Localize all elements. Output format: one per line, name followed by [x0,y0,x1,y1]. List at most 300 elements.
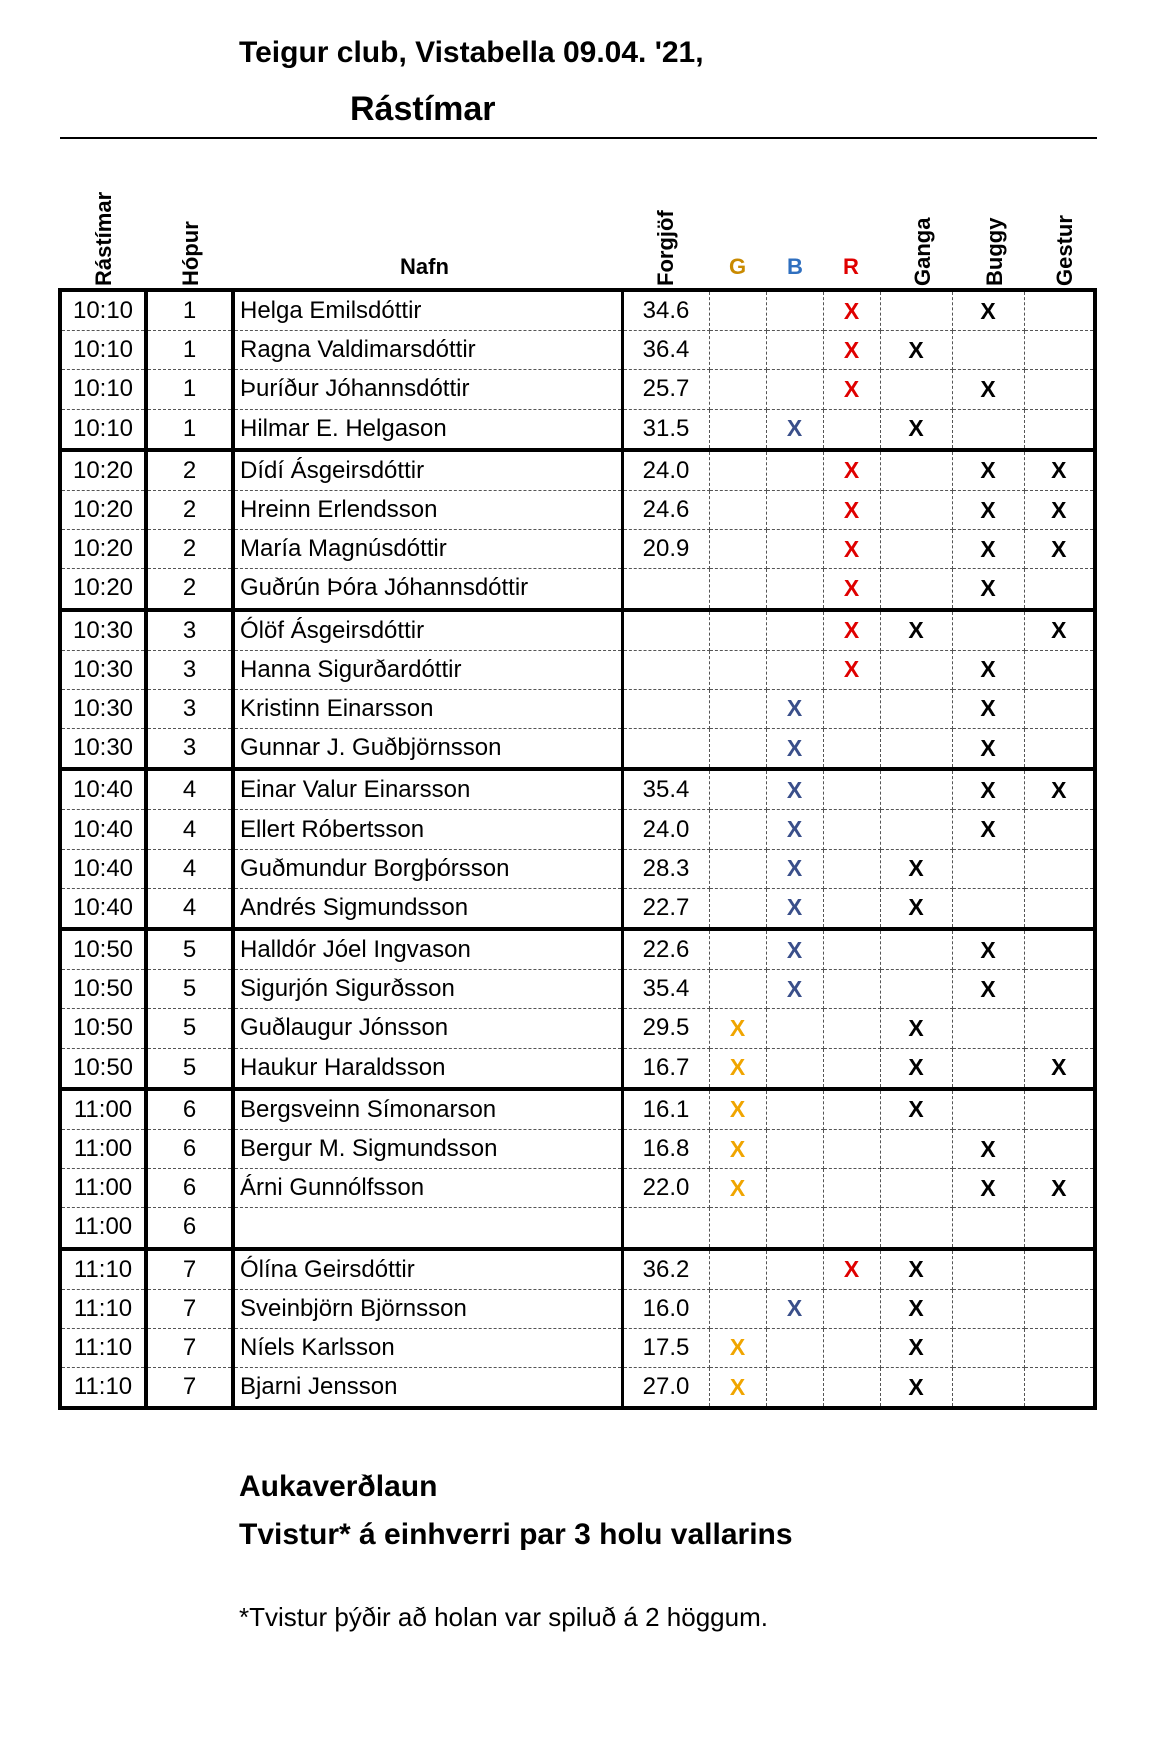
cell-buggy: X [952,370,1024,409]
cell-group: 5 [146,1048,233,1089]
cell-time: 11:00 [60,1169,146,1208]
header-tee-b: B [787,254,803,279]
table-row [60,290,1095,331]
cell-tee-r [823,810,880,849]
cell-time: 10:40 [60,769,146,810]
cell-time: 11:00 [60,1129,146,1168]
cell-handicap: 36.2 [622,1249,709,1290]
cell-time: 11:00 [60,1208,146,1249]
cell-tee-r: X [823,610,880,651]
cell-tee-r [823,409,880,450]
cell-guest [1024,1129,1095,1168]
cell-guest [1024,1009,1095,1048]
cell-handicap: 28.3 [622,849,709,888]
cell-buggy: X [952,530,1024,569]
cell-tee-b [766,1129,823,1168]
cell-handicap: 36.4 [622,331,709,370]
cell-tee-b [766,1328,823,1367]
cell-walk [880,1208,952,1249]
cell-time: 11:10 [60,1249,146,1290]
cell-handicap [622,1208,709,1249]
table-row [60,490,1095,529]
header-name: Nafn [400,254,449,279]
cell-buggy: X [952,450,1024,491]
header-group: Hópur [178,221,203,286]
cell-tee-r [823,1089,880,1130]
cell-name [233,1208,622,1249]
cell-buggy: X [952,970,1024,1009]
cell-tee-r [823,729,880,770]
cell-tee-g [709,610,766,651]
cell-buggy: X [952,729,1024,770]
cell-name: Níels Karlsson [233,1328,622,1367]
cell-tee-b [766,1048,823,1089]
cell-time: 10:40 [60,810,146,849]
cell-tee-g: X [709,1368,766,1409]
cell-handicap: 16.0 [622,1289,709,1328]
cell-tee-r [823,970,880,1009]
cell-tee-r [823,1169,880,1208]
table-row [60,929,1095,970]
cell-name: Bjarni Jensson [233,1368,622,1409]
cell-tee-b: X [766,1289,823,1328]
cell-buggy: X [952,689,1024,728]
cell-tee-b: X [766,929,823,970]
table-row [60,1249,1095,1290]
cell-buggy [952,1048,1024,1089]
cell-walk [880,1129,952,1168]
cell-name: Dídí Ásgeirsdóttir [233,450,622,491]
table-row [60,1208,1095,1249]
table-row [60,849,1095,888]
cell-name: Guðmundur Borgþórsson [233,849,622,888]
cell-buggy: X [952,929,1024,970]
header-tee-r: R [843,254,859,279]
cell-tee-b [766,530,823,569]
cell-time: 10:30 [60,610,146,651]
cell-group: 2 [146,490,233,529]
cell-buggy [952,849,1024,888]
table-row [60,769,1095,810]
cell-guest [1024,370,1095,409]
table-row [60,1009,1095,1048]
cell-buggy: X [952,490,1024,529]
cell-tee-g [709,569,766,610]
cell-name: Guðlaugur Jónsson [233,1009,622,1048]
cell-tee-g [709,769,766,810]
cell-name: Helga Emilsdóttir [233,290,622,331]
cell-walk [880,689,952,728]
cell-time: 10:10 [60,331,146,370]
cell-tee-b: X [766,769,823,810]
cell-tee-r [823,1328,880,1367]
cell-walk: X [880,409,952,450]
cell-guest [1024,1208,1095,1249]
cell-tee-r: X [823,650,880,689]
cell-group: 7 [146,1289,233,1328]
cell-walk: X [880,1048,952,1089]
cell-tee-b [766,290,823,331]
cell-time: 10:20 [60,450,146,491]
cell-buggy [952,888,1024,929]
cell-tee-b [766,1009,823,1048]
cell-guest [1024,1249,1095,1290]
cell-tee-b [766,1249,823,1290]
cell-group: 4 [146,849,233,888]
cell-group: 5 [146,1009,233,1048]
table-row [60,610,1095,651]
cell-tee-g: X [709,1048,766,1089]
cell-buggy [952,1328,1024,1367]
cell-name: Sigurjón Sigurðsson [233,970,622,1009]
cell-handicap: 16.8 [622,1129,709,1168]
header-buggy: Buggy [982,217,1007,286]
cell-handicap: 16.7 [622,1048,709,1089]
cell-handicap: 22.6 [622,929,709,970]
cell-tee-b [766,650,823,689]
cell-handicap [622,610,709,651]
table-row [60,1328,1095,1367]
cell-name: Bergur M. Sigmundsson [233,1129,622,1168]
cell-time: 11:10 [60,1368,146,1409]
cell-name: Bergsveinn Símonarson [233,1089,622,1130]
cell-guest [1024,1328,1095,1367]
cell-guest: X [1024,1169,1095,1208]
cell-tee-r: X [823,569,880,610]
cell-time: 10:40 [60,888,146,929]
table-row [60,370,1095,409]
cell-tee-r [823,1048,880,1089]
cell-time: 10:50 [60,970,146,1009]
tee-times-table [58,288,1097,1410]
table-row [60,409,1095,450]
cell-tee-g [709,450,766,491]
cell-time: 10:30 [60,729,146,770]
cell-tee-g [709,729,766,770]
cell-buggy: X [952,569,1024,610]
cell-walk: X [880,1368,952,1409]
table-row [60,1368,1095,1409]
cell-group: 3 [146,729,233,770]
cell-group: 7 [146,1328,233,1367]
cell-name: María Magnúsdóttir [233,530,622,569]
cell-time: 10:40 [60,849,146,888]
cell-group: 5 [146,929,233,970]
cell-tee-g: X [709,1328,766,1367]
cell-time: 10:20 [60,490,146,529]
cell-tee-b [766,370,823,409]
cell-group: 3 [146,650,233,689]
cell-walk [880,569,952,610]
cell-handicap [622,650,709,689]
cell-handicap: 35.4 [622,970,709,1009]
cell-guest [1024,810,1095,849]
cell-tee-r [823,888,880,929]
cell-tee-r [823,1009,880,1048]
cell-group: 1 [146,409,233,450]
table-row [60,888,1095,929]
cell-tee-r [823,1208,880,1249]
cell-name: Ólöf Ásgeirsdóttir [233,610,622,651]
cell-name: Andrés Sigmundsson [233,888,622,929]
title-divider [60,137,1097,139]
cell-group: 4 [146,888,233,929]
cell-tee-r [823,849,880,888]
cell-tee-g: X [709,1169,766,1208]
cell-tee-r: X [823,490,880,529]
cell-group: 2 [146,530,233,569]
cell-tee-g [709,888,766,929]
cell-name: Kristinn Einarsson [233,689,622,728]
cell-walk [880,1169,952,1208]
cell-time: 10:50 [60,1009,146,1048]
cell-tee-r [823,689,880,728]
cell-tee-g [709,530,766,569]
cell-time: 10:20 [60,569,146,610]
cell-guest [1024,1368,1095,1409]
cell-tee-g [709,929,766,970]
cell-tee-g [709,689,766,728]
table-row [60,331,1095,370]
cell-group: 1 [146,331,233,370]
cell-tee-g [709,490,766,529]
cell-walk [880,929,952,970]
table-row [60,1169,1095,1208]
cell-time: 10:10 [60,370,146,409]
cell-walk: X [880,888,952,929]
cell-walk [880,530,952,569]
cell-tee-r: X [823,450,880,491]
cell-guest [1024,689,1095,728]
table-row [60,1089,1095,1130]
cell-group: 6 [146,1089,233,1130]
cell-guest [1024,888,1095,929]
cell-time: 10:30 [60,689,146,728]
cell-tee-b: X [766,810,823,849]
cell-guest [1024,409,1095,450]
header-tee-g: G [729,254,747,279]
cell-guest: X [1024,1048,1095,1089]
cell-name: Gunnar J. Guðbjörnsson [233,729,622,770]
cell-walk: X [880,610,952,651]
cell-buggy [952,610,1024,651]
cell-tee-g [709,1249,766,1290]
cell-guest [1024,1289,1095,1328]
cell-buggy: X [952,769,1024,810]
cell-handicap: 24.6 [622,490,709,529]
cell-name: Ellert Róbertsson [233,810,622,849]
cell-handicap: 24.0 [622,450,709,491]
cell-tee-b [766,1208,823,1249]
cell-buggy [952,409,1024,450]
cell-group: 3 [146,689,233,728]
cell-time: 10:50 [60,1048,146,1089]
cell-handicap: 27.0 [622,1368,709,1409]
document-title: Teigur club, Vistabella 09.04. '21, [239,36,704,69]
cell-guest [1024,290,1095,331]
cell-tee-r [823,769,880,810]
cell-handicap: 24.0 [622,810,709,849]
cell-handicap: 22.7 [622,888,709,929]
table-row [60,729,1095,770]
table-row [60,1129,1095,1168]
cell-tee-g [709,1208,766,1249]
cell-tee-r: X [823,290,880,331]
header-walk: Ganga [910,217,935,286]
cell-tee-r [823,1129,880,1168]
cell-guest [1024,569,1095,610]
cell-guest: X [1024,530,1095,569]
table-row [60,689,1095,728]
cell-buggy: X [952,290,1024,331]
cell-handicap: 31.5 [622,409,709,450]
header-time: Rástímar [91,191,116,286]
cell-tee-g [709,290,766,331]
extra-prize-title: Aukaverðlaun [239,1470,438,1503]
cell-group: 4 [146,810,233,849]
table-row [60,569,1095,610]
cell-tee-r: X [823,331,880,370]
cell-name: Haukur Haraldsson [233,1048,622,1089]
cell-buggy [952,331,1024,370]
cell-time: 10:50 [60,929,146,970]
cell-group: 4 [146,769,233,810]
cell-name: Hreinn Erlendsson [233,490,622,529]
cell-guest: X [1024,610,1095,651]
cell-walk [880,450,952,491]
cell-tee-g: X [709,1009,766,1048]
cell-handicap: 17.5 [622,1328,709,1367]
table-row [60,810,1095,849]
document-subtitle: Rástímar [350,90,496,128]
cell-name: Þuríður Jóhannsdóttir [233,370,622,409]
cell-walk [880,769,952,810]
cell-handicap: 22.0 [622,1169,709,1208]
table-row [60,650,1095,689]
cell-buggy: X [952,810,1024,849]
cell-handicap [622,729,709,770]
cell-walk [880,810,952,849]
cell-time: 10:30 [60,650,146,689]
cell-name: Halldór Jóel Ingvason [233,929,622,970]
cell-walk [880,490,952,529]
cell-tee-g [709,970,766,1009]
cell-tee-r [823,929,880,970]
cell-name: Guðrún Þóra Jóhannsdóttir [233,569,622,610]
cell-group: 7 [146,1368,233,1409]
cell-group: 3 [146,610,233,651]
cell-tee-b [766,1368,823,1409]
cell-buggy [952,1089,1024,1130]
cell-time: 10:10 [60,290,146,331]
cell-tee-g [709,370,766,409]
cell-buggy: X [952,1129,1024,1168]
cell-guest: X [1024,769,1095,810]
cell-tee-b [766,1169,823,1208]
cell-tee-r [823,1289,880,1328]
cell-handicap: 34.6 [622,290,709,331]
cell-buggy [952,1208,1024,1249]
cell-group: 2 [146,569,233,610]
cell-guest: X [1024,490,1095,529]
cell-tee-b [766,490,823,529]
cell-buggy [952,1368,1024,1409]
extra-prize-text: Tvistur* á einhverri par 3 holu vallarins [239,1518,793,1551]
cell-tee-b [766,331,823,370]
cell-group: 6 [146,1129,233,1168]
cell-time: 11:10 [60,1328,146,1367]
cell-buggy [952,1249,1024,1290]
cell-tee-g [709,1289,766,1328]
cell-guest [1024,729,1095,770]
table-row [60,1289,1095,1328]
cell-walk: X [880,1289,952,1328]
header-guest: Gestur [1052,215,1077,286]
cell-name: Ólína Geirsdóttir [233,1249,622,1290]
cell-walk: X [880,1249,952,1290]
table-row [60,450,1095,491]
cell-time: 11:10 [60,1289,146,1328]
cell-guest [1024,929,1095,970]
cell-time: 10:10 [60,409,146,450]
cell-tee-g [709,331,766,370]
cell-tee-b [766,610,823,651]
cell-group: 7 [146,1249,233,1290]
cell-walk: X [880,1009,952,1048]
cell-walk [880,290,952,331]
header-handicap: Forgjöf [653,210,678,286]
cell-walk [880,729,952,770]
cell-tee-b: X [766,888,823,929]
cell-handicap: 29.5 [622,1009,709,1048]
cell-guest [1024,650,1095,689]
cell-walk: X [880,1089,952,1130]
cell-guest [1024,970,1095,1009]
table-row [60,1048,1095,1089]
cell-walk [880,370,952,409]
cell-group: 6 [146,1169,233,1208]
cell-name: Hanna Sigurðardóttir [233,650,622,689]
cell-tee-g: X [709,1089,766,1130]
cell-tee-b: X [766,849,823,888]
cell-handicap: 35.4 [622,769,709,810]
cell-handicap: 20.9 [622,530,709,569]
cell-time: 11:00 [60,1089,146,1130]
cell-tee-r: X [823,530,880,569]
cell-tee-r: X [823,370,880,409]
cell-group: 6 [146,1208,233,1249]
cell-tee-r [823,1368,880,1409]
cell-tee-g [709,810,766,849]
cell-buggy: X [952,650,1024,689]
cell-walk: X [880,331,952,370]
cell-tee-r: X [823,1249,880,1290]
cell-name: Ragna Valdimarsdóttir [233,331,622,370]
cell-name: Einar Valur Einarsson [233,769,622,810]
cell-handicap [622,689,709,728]
cell-handicap: 25.7 [622,370,709,409]
cell-buggy [952,1289,1024,1328]
cell-name: Árni Gunnólfsson [233,1169,622,1208]
cell-name: Hilmar E. Helgason [233,409,622,450]
cell-handicap [622,569,709,610]
cell-guest [1024,1089,1095,1130]
cell-group: 1 [146,370,233,409]
cell-handicap: 16.1 [622,1089,709,1130]
cell-guest: X [1024,450,1095,491]
cell-tee-b: X [766,689,823,728]
cell-tee-g [709,409,766,450]
